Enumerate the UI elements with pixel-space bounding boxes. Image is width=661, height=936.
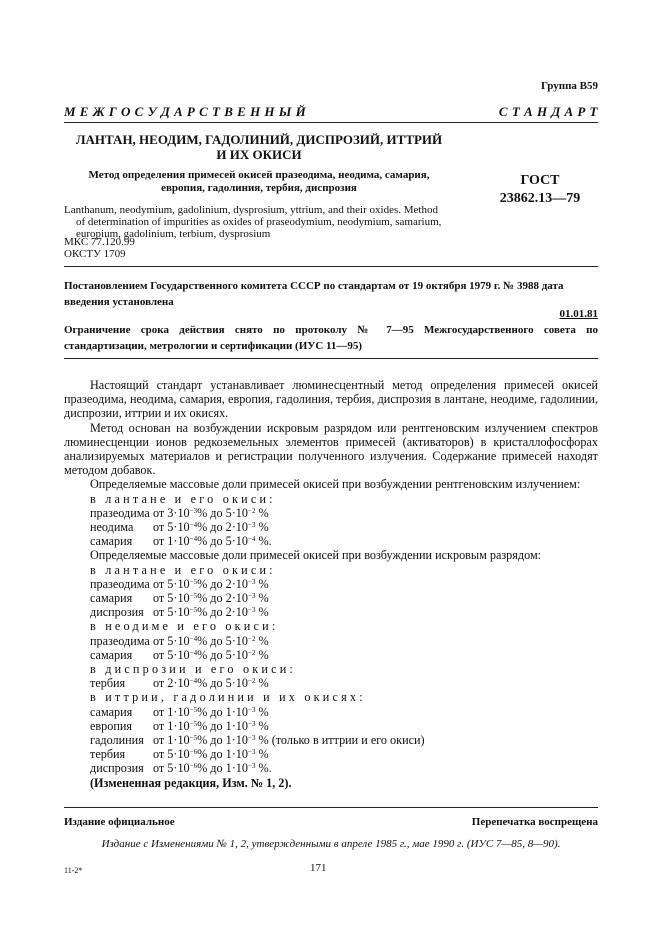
times-ten: ·10 <box>173 534 190 549</box>
range-to-mantissa: % до 2 <box>197 591 232 606</box>
concentration-row <box>64 747 598 761</box>
times-ten: ·10 <box>173 647 190 662</box>
element-name: гадолиния <box>90 733 144 748</box>
xray-rows <box>64 506 598 549</box>
range-to-exponent: −3 <box>248 592 256 601</box>
range-from-exponent: −4 <box>189 648 198 657</box>
times-ten: ·10 <box>231 534 248 549</box>
range-from-mantissa: от 5 <box>153 591 174 606</box>
concentration-row <box>64 733 598 747</box>
times-ten: ·10 <box>173 747 190 762</box>
body-text <box>64 378 598 790</box>
range-from-mantissa: от 1 <box>153 534 174 549</box>
gost-designation <box>490 172 590 208</box>
edition-note: Издание с Изменениями № 1, 2, утвержденными в апреле 1985 г., мае 1990 г. (ИУС 7—85, 8—90). <box>101 838 561 850</box>
concentration-range <box>153 733 425 747</box>
times-ten: ·10 <box>231 761 248 776</box>
range-tail: % <box>255 505 269 520</box>
range-tail: % <box>255 704 269 719</box>
element-name: европия <box>90 718 133 733</box>
range-from-exponent: −5 <box>189 705 198 714</box>
gost-number: 23862.13—79 <box>499 191 581 206</box>
range-to-mantissa: % до 2 <box>197 576 232 591</box>
xray-intro: Определяемые массовые доли примесей окисей при возбуждении рентгеновским излучением: <box>90 477 581 492</box>
restriction-text: Ограничение срока действия снято по протоколу № 7—95 Межгосударственного совета по стандартизации, метрологии и сертификации (ИУС 11—95) <box>64 324 598 352</box>
page-number: 171 <box>310 862 327 874</box>
concentration-row <box>64 676 598 690</box>
concentration-range <box>153 719 269 733</box>
concentration-range <box>153 506 269 520</box>
concentration-range <box>153 705 269 719</box>
range-tail: % <box>255 605 269 620</box>
english-title <box>64 204 458 240</box>
times-ten: ·10 <box>231 704 248 719</box>
banner-interstate: М Е Ж Г О С У Д А Р С Т В Е Н Н Ы Й <box>64 104 307 119</box>
okstu-code: ОКСТУ 1709 <box>64 248 126 260</box>
range-tail: % <box>255 676 269 691</box>
element-name: празеодима <box>90 576 150 591</box>
times-ten: ·10 <box>173 718 190 733</box>
element-name: празеодима <box>90 633 150 648</box>
english-title-line-2: of determination of impurities as oxides of praseodymium, neodymium, samarium, <box>76 216 442 228</box>
range-from-mantissa: от 5 <box>153 520 174 535</box>
times-ten: ·10 <box>231 747 248 762</box>
times-ten: ·10 <box>173 591 190 606</box>
times-ten: ·10 <box>173 761 190 776</box>
element-name: диспрозия <box>90 605 144 620</box>
range-to-mantissa: % до 5 <box>197 505 232 520</box>
concentration-row <box>64 591 598 605</box>
reprint-notice: Перепечатка воспрещена <box>471 816 598 828</box>
range-to-mantissa: % до 2 <box>197 520 232 535</box>
english-title-line-1: Lanthanum, neodymium, gadolinium, dysprosium, yttrium, and their oxides. Method <box>64 204 438 216</box>
concentration-range <box>153 591 269 605</box>
range-to-exponent: −3 <box>248 521 256 530</box>
range-from-mantissa: от 5 <box>153 747 174 762</box>
spark-dy-rows <box>64 676 598 690</box>
range-tail: % <box>255 576 269 591</box>
spark-y-rows <box>64 705 598 776</box>
range-tail: % (только в иттрии и его окиси) <box>255 733 425 748</box>
classification-codes <box>64 236 135 260</box>
range-from-exponent: −3 <box>189 506 198 515</box>
document-title <box>64 132 454 162</box>
range-to-exponent: −2 <box>248 648 256 657</box>
range-from-mantissa: от 2 <box>153 676 174 691</box>
range-to-exponent: −2 <box>248 634 256 643</box>
document-subtitle <box>64 169 454 195</box>
times-ten: ·10 <box>231 633 248 648</box>
times-ten: ·10 <box>173 733 190 748</box>
concentration-row <box>64 534 598 548</box>
range-from-exponent: −6 <box>189 748 198 757</box>
paragraph-scope: Настоящий стандарт устанавливает люминесцентный метод определения примесей окисей празеодима, неодима, самария, европия, гадолиния, тербия, диспрозия в лантане, неодиме, гадолинии, диспрозии, иттрии и их окисях. <box>64 378 598 421</box>
concentration-range <box>153 648 269 662</box>
range-to-mantissa: % до 5 <box>197 647 232 662</box>
range-to-exponent: −3 <box>248 734 256 743</box>
range-to-mantissa: % до 1 <box>197 704 232 719</box>
times-ten: ·10 <box>173 633 190 648</box>
range-from-mantissa: от 1 <box>153 718 174 733</box>
range-from-mantissa: от 5 <box>153 605 174 620</box>
range-from-exponent: −4 <box>189 535 198 544</box>
times-ten: ·10 <box>173 520 190 535</box>
element-name: самария <box>90 591 133 606</box>
concentration-range <box>153 747 269 761</box>
range-tail: % <box>255 633 269 648</box>
banner-standard: С Т А Н Д А Р Т <box>498 104 598 119</box>
concentration-row <box>64 705 598 719</box>
gost-label: ГОСТ <box>520 173 560 188</box>
range-from-exponent: −5 <box>189 719 198 728</box>
range-to-exponent: −3 <box>248 606 256 615</box>
range-to-mantissa: % до 5 <box>197 676 232 691</box>
concentration-row <box>64 577 598 591</box>
range-to-mantissa: % до 2 <box>197 605 232 620</box>
range-to-exponent: −4 <box>248 535 256 544</box>
range-to-exponent: −2 <box>248 677 256 686</box>
range-from-exponent: −5 <box>189 577 198 586</box>
range-to-exponent: −3 <box>248 762 256 771</box>
times-ten: ·10 <box>231 647 248 662</box>
decree-text: Постановлением Государственного комитета СССР по стандартам от 19 октября 1979 г. № 3988 дата введения установлена <box>64 280 564 308</box>
concentration-range <box>153 676 269 690</box>
effective-date: 01.01.81 <box>559 308 598 320</box>
spark-y-heading: в иттрии, гадолинии и их окисях: <box>90 690 366 705</box>
times-ten: ·10 <box>231 718 248 733</box>
times-ten: ·10 <box>231 505 248 520</box>
header-rule <box>64 266 598 267</box>
times-ten: ·10 <box>231 591 248 606</box>
concentration-range <box>153 605 269 619</box>
times-ten: ·10 <box>231 605 248 620</box>
range-from-mantissa: от 1 <box>153 704 174 719</box>
range-from-mantissa: от 5 <box>153 647 174 662</box>
concentration-row <box>64 761 598 775</box>
element-name: самария <box>90 647 133 662</box>
range-to-exponent: −3 <box>248 577 256 586</box>
concentration-row <box>64 648 598 662</box>
range-to-exponent: −3 <box>248 748 256 757</box>
range-to-mantissa: % до 1 <box>197 747 232 762</box>
range-from-exponent: −4 <box>189 634 198 643</box>
range-tail: % <box>255 520 269 535</box>
concentration-range <box>153 534 272 548</box>
subtitle-line-2: европия, гадолиния, тербия, диспрозия <box>161 182 357 194</box>
element-name: самария <box>90 534 133 549</box>
range-to-mantissa: % до 1 <box>197 718 232 733</box>
decree-rule <box>64 358 598 359</box>
element-name: тербия <box>90 676 126 691</box>
range-tail: % <box>255 747 269 762</box>
revision-note: (Измененная редакция, Изм. № 1, 2). <box>90 775 292 790</box>
title-line-2: И ИХ ОКИСИ <box>216 147 302 162</box>
mks-code: МКС 77.120.99 <box>64 236 135 248</box>
english-title-line-3: europium, gadolinium, terbium, dysprosium <box>76 228 271 240</box>
range-tail: % <box>255 718 269 733</box>
paragraph-method: Метод основан на возбуждении искровым разрядом или рентгеновским излучением спектров люминесценции ионов редкоземельных элементов примесей (активаторов) в кристаллофосфорах анализируемых материалов и регистрации полученного излучения. Содержание примесей находят методом добавок. <box>64 420 598 478</box>
times-ten: ·10 <box>173 676 190 691</box>
concentration-range <box>153 577 269 591</box>
range-to-exponent: −3 <box>248 719 256 728</box>
times-ten: ·10 <box>173 704 190 719</box>
concentration-row <box>64 605 598 619</box>
concentration-row <box>64 520 598 534</box>
times-ten: ·10 <box>173 605 190 620</box>
range-from-exponent: −5 <box>189 606 198 615</box>
spark-dy-heading: в диспрозии и его окиси: <box>90 662 297 677</box>
standard-banner <box>64 104 598 120</box>
range-to-exponent: −3 <box>248 705 256 714</box>
spark-la-heading: в лантане и его окиси: <box>90 562 276 577</box>
title-line-1: ЛАНТАН, НЕОДИМ, ГАДОЛИНИЙ, ДИСПРОЗИЙ, ИТТРИЙ <box>75 132 443 147</box>
element-name: празеодима <box>90 505 150 520</box>
times-ten: ·10 <box>231 520 248 535</box>
range-tail: % <box>255 647 269 662</box>
range-to-mantissa: % до 1 <box>197 733 232 748</box>
range-from-exponent: −5 <box>189 734 198 743</box>
footer-rule <box>64 807 598 808</box>
concentration-range <box>153 634 269 648</box>
concentration-row <box>64 506 598 520</box>
official-edition: Издание официальное <box>64 816 175 828</box>
range-to-exponent: −2 <box>248 506 256 515</box>
range-from-exponent: −6 <box>189 762 198 771</box>
times-ten: ·10 <box>173 505 190 520</box>
banner-rule <box>64 122 598 123</box>
concentration-row <box>64 719 598 733</box>
range-from-exponent: −4 <box>189 521 198 530</box>
range-to-mantissa: % до 5 <box>197 633 232 648</box>
times-ten: ·10 <box>231 576 248 591</box>
spark-la-rows <box>64 577 598 620</box>
range-to-mantissa: % до 1 <box>197 761 232 776</box>
print-code: 11-2* <box>64 866 83 875</box>
element-name: неодима <box>90 520 134 535</box>
spark-nd-heading: в неодиме и его окиси: <box>90 619 279 634</box>
spark-intro: Определяемые массовые доли примесей окисей при возбуждении искровым разрядом: <box>90 548 542 563</box>
range-from-mantissa: от 5 <box>153 633 174 648</box>
range-tail: %. <box>255 534 272 549</box>
range-from-exponent: −5 <box>189 592 198 601</box>
element-name: диспрозия <box>90 761 144 776</box>
times-ten: ·10 <box>231 676 248 691</box>
range-to-mantissa: % до 5 <box>197 534 232 549</box>
times-ten: ·10 <box>231 733 248 748</box>
range-tail: % <box>255 591 269 606</box>
range-from-mantissa: от 1 <box>153 733 174 748</box>
range-from-mantissa: от 5 <box>153 576 174 591</box>
element-name: тербия <box>90 747 126 762</box>
times-ten: ·10 <box>173 576 190 591</box>
range-from-exponent: −4 <box>189 677 198 686</box>
concentration-range <box>153 520 269 534</box>
spark-nd-rows <box>64 634 598 662</box>
range-from-mantissa: от 5 <box>153 761 174 776</box>
range-tail: %. <box>255 761 272 776</box>
group-code: Группа В59 <box>540 80 598 92</box>
concentration-row <box>64 634 598 648</box>
range-from-mantissa: от 3 <box>153 505 174 520</box>
concentration-range <box>153 761 272 775</box>
xray-heading: в лантане и его окиси: <box>90 491 276 506</box>
element-name: самария <box>90 704 133 719</box>
subtitle-line-1: Метод определения примесей окисей празеодима, неодима, самария, <box>88 169 430 181</box>
